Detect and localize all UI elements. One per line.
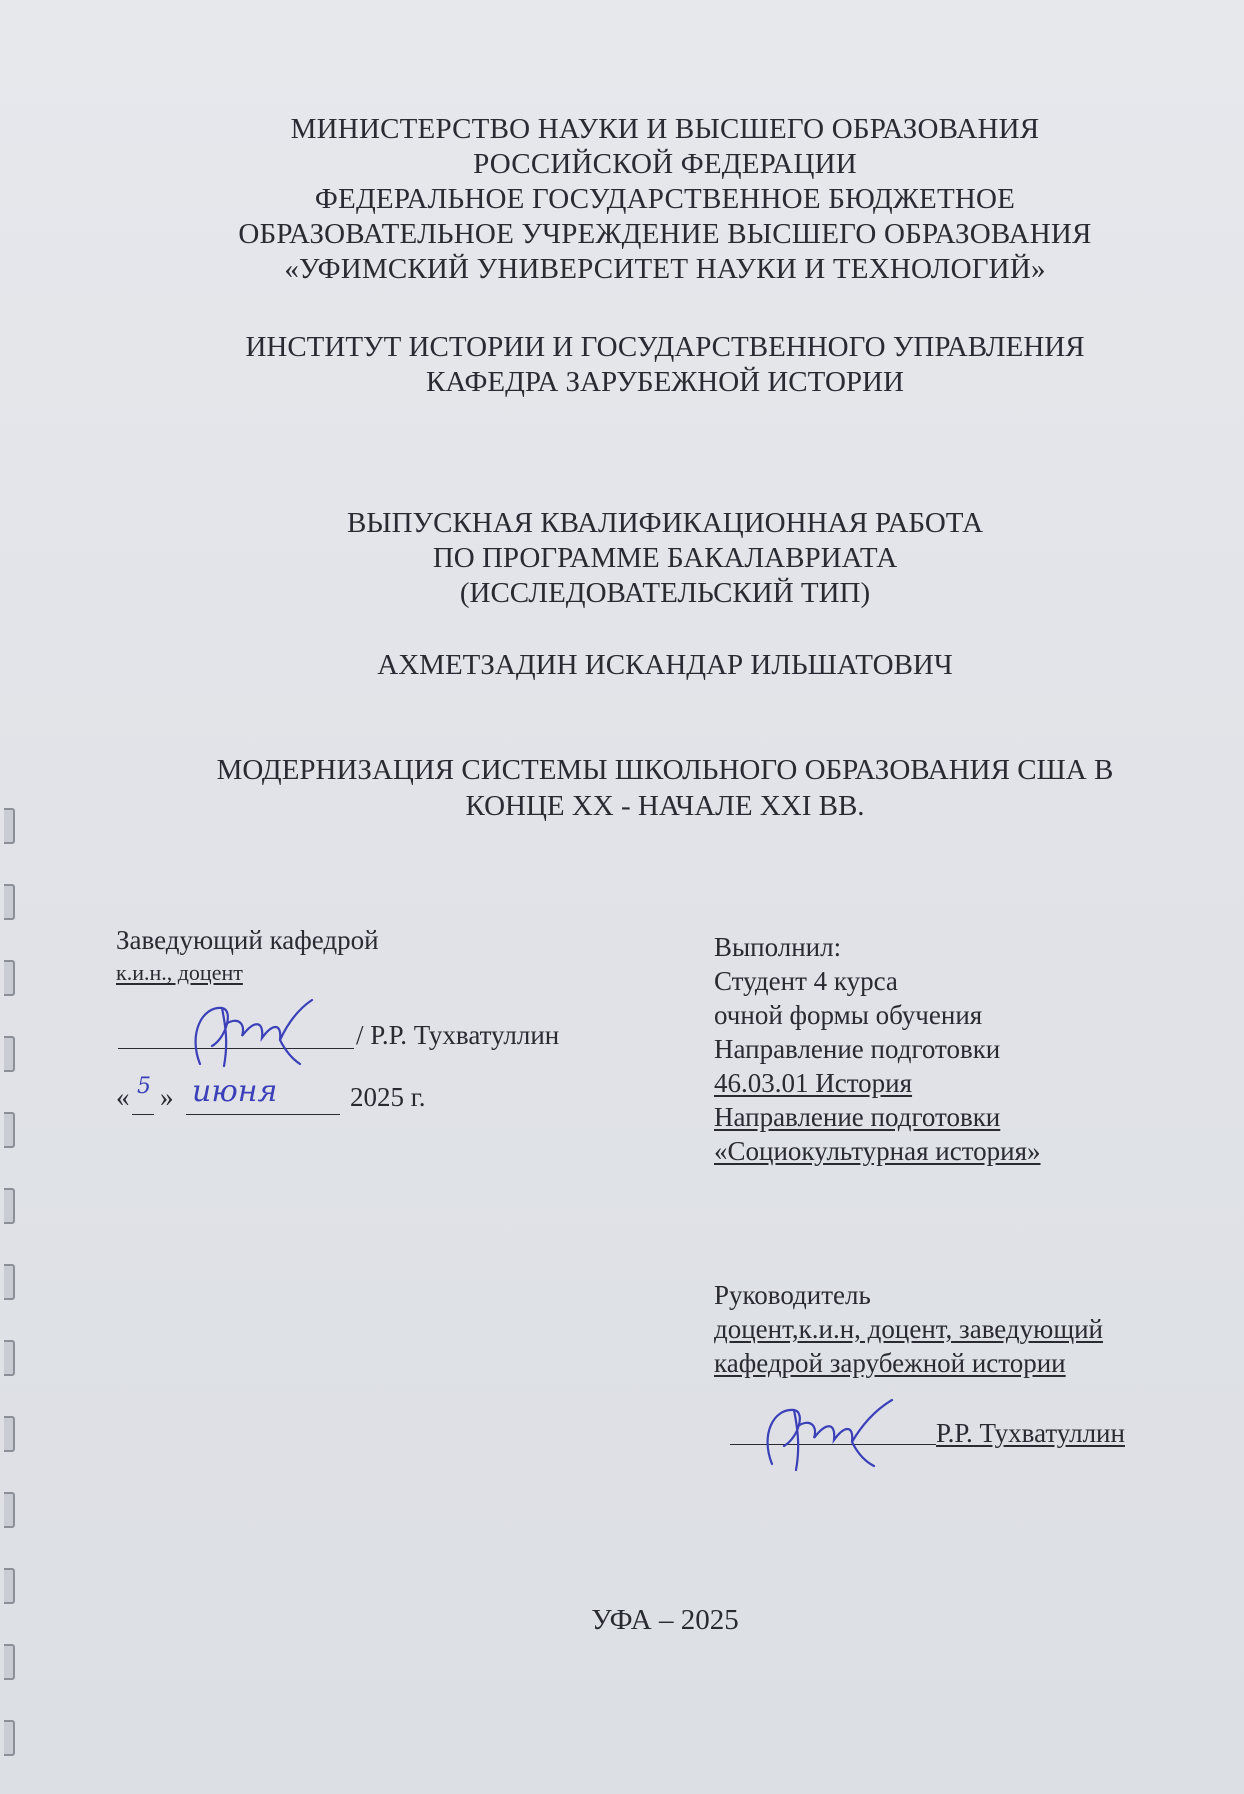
head-degree: к.и.н., доцент xyxy=(116,960,243,985)
binding-ring xyxy=(4,1568,15,1604)
topic-line: КОНЦЕ XX - НАЧАЛЕ XXI ВВ. xyxy=(465,790,865,822)
performer-student: Студент 4 курса xyxy=(714,966,898,996)
performer-form: очной формы обучения xyxy=(714,1000,983,1030)
date-month: июня xyxy=(192,1074,278,1109)
direction-value: 46.03.01 История xyxy=(714,1068,913,1098)
binding-ring xyxy=(4,808,15,844)
profile-label: Направление подготовки xyxy=(714,1102,1001,1132)
supervisor-block xyxy=(714,1278,1184,1380)
supervisor-label: Руководитель xyxy=(714,1280,871,1310)
direction-label: Направление подготовки xyxy=(714,1034,1001,1064)
date-quote-open: « xyxy=(116,1082,130,1112)
performer-block xyxy=(714,930,1184,1168)
header-line: РОССИЙСКОЙ ФЕДЕРАЦИИ xyxy=(473,148,857,180)
binding-ring xyxy=(4,1644,15,1680)
binding-ring xyxy=(4,1188,15,1224)
performer-label: Выполнил: xyxy=(714,932,842,962)
thesis-topic xyxy=(120,752,1210,824)
work-type-line: ПО ПРОГРАММЕ БАКАЛАВРИАТА xyxy=(432,542,898,574)
header-line: МИНИСТЕРСТВО НАУКИ И ВЫСШЕГО ОБРАЗОВАНИЯ xyxy=(290,113,1040,145)
head-title: Заведующий кафедрой xyxy=(116,925,379,955)
signature-mark xyxy=(182,994,322,1074)
institute-block xyxy=(120,330,1210,400)
binding-ring xyxy=(4,960,15,996)
work-type-line: (ИССЛЕДОВАТЕЛЬСКИЙ ТИП) xyxy=(459,577,871,609)
binding-ring xyxy=(4,1492,15,1528)
date-quote-close: » xyxy=(160,1082,174,1112)
supervisor-position: доцент,к.и.н, доцент, заведующий xyxy=(714,1314,1104,1344)
binding-ring xyxy=(4,1340,15,1376)
date-year: 2025 г. xyxy=(350,1082,426,1112)
head-name: / Р.Р. Тухватуллин xyxy=(356,1020,560,1050)
binding-ring xyxy=(4,1416,15,1452)
binding-edge xyxy=(0,0,20,1794)
binding-ring xyxy=(4,1720,15,1756)
author-name: АХМЕТЗАДИН ИСКАНДАР ИЛЬШАТОВИЧ xyxy=(377,649,953,681)
supervisor-signature-mark xyxy=(752,1396,902,1476)
ministry-header xyxy=(120,112,1210,287)
day-line xyxy=(132,1114,154,1115)
institute-name: ИНСТИТУТ ИСТОРИИ И ГОСУДАРСТВЕННОГО УПРАВЛЕНИЯ xyxy=(245,331,1085,363)
binding-ring xyxy=(4,884,15,920)
header-line: «УФИМСКИЙ УНИВЕРСИТЕТ НАУКИ И ТЕХНОЛОГИЙ» xyxy=(284,253,1046,285)
header-line: ОБРАЗОВАТЕЛЬНОЕ УЧРЕЖДЕНИЕ ВЫСШЕГО ОБРАЗОВАНИЯ xyxy=(238,218,1092,250)
date-day: 5 xyxy=(137,1074,151,1099)
department-name: КАФЕДРА ЗАРУБЕЖНОЙ ИСТОРИИ xyxy=(426,366,904,398)
supervisor-name: Р.Р. Тухватуллин xyxy=(936,1418,1125,1448)
supervisor-position: кафедрой зарубежной истории xyxy=(714,1348,1066,1378)
binding-ring xyxy=(4,1264,15,1300)
city-year: УФА – 2025 xyxy=(591,1604,739,1636)
binding-ring xyxy=(4,1036,15,1072)
topic-line: МОДЕРНИЗАЦИЯ СИСТЕМЫ ШКОЛЬНОГО ОБРАЗОВАНИЯ США В xyxy=(216,754,1114,786)
signing-date xyxy=(116,1082,130,1113)
month-line xyxy=(186,1114,340,1115)
binding-ring xyxy=(4,1112,15,1148)
work-type-line: ВЫПУСКНАЯ КВАЛИФИКАЦИОННАЯ РАБОТА xyxy=(346,507,984,539)
profile-value: «Социокультурная история» xyxy=(714,1136,1041,1166)
work-type-block xyxy=(120,506,1210,611)
header-line: ФЕДЕРАЛЬНОЕ ГОСУДАРСТВЕННОЕ БЮДЖЕТНОЕ xyxy=(314,183,1016,215)
